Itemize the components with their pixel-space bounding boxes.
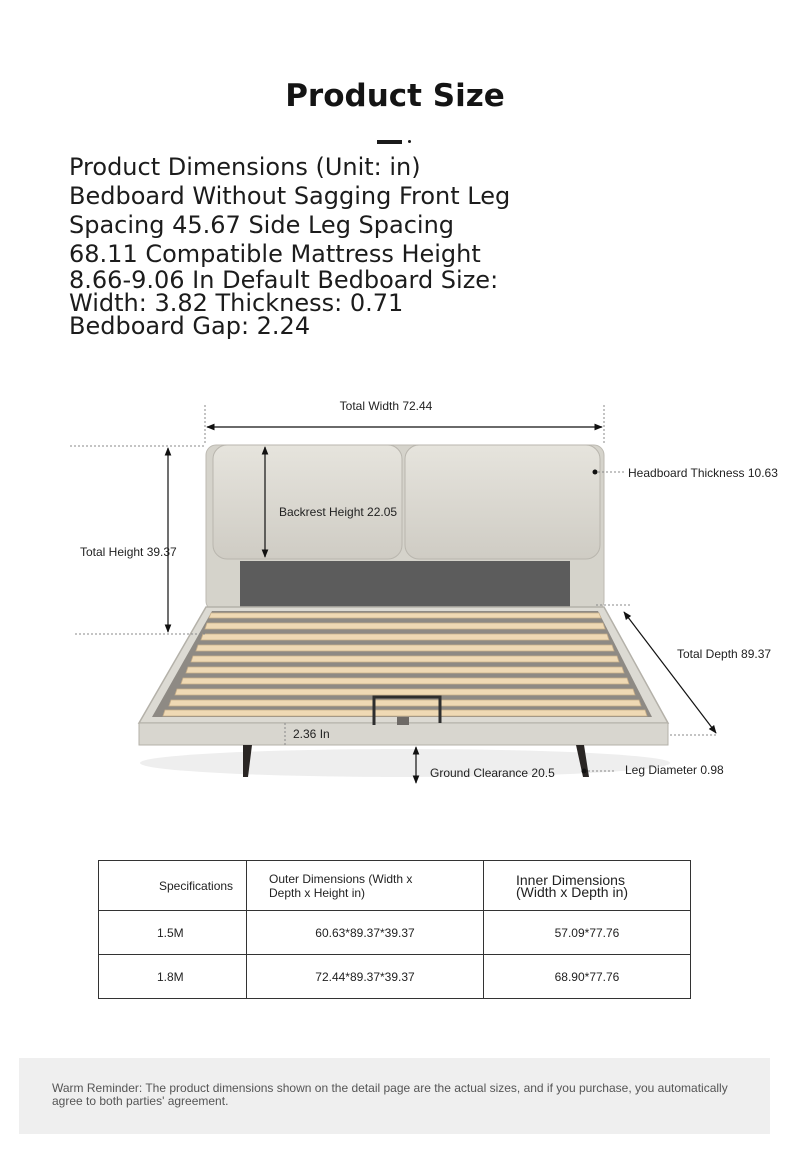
total-height-label: Total Height 39.37 (80, 545, 177, 559)
product-description (69, 153, 549, 338)
cushion-left (213, 445, 402, 559)
description-line: Spacing 45.67 Side Leg Spacing (69, 211, 455, 239)
frame-height-label: 2.36 In (293, 727, 330, 741)
warm-reminder (19, 1058, 770, 1134)
frame-front-rail (139, 723, 668, 745)
cell-spec: 1.8M (99, 955, 247, 999)
bed-dimension-diagram (0, 385, 790, 800)
cell-outer: 72.44*89.37*39.37 (247, 955, 484, 999)
header-outer-line: Outer Dimensions (Width x (269, 871, 413, 886)
header-inner-line: Inner Dimensions (516, 871, 625, 888)
description-line: Bedboard Gap: 2.24 (69, 312, 311, 340)
description-line: Bedboard Without Sagging Front Leg (69, 182, 511, 210)
cell-spec: 1.5M (99, 911, 247, 955)
cell-outer: 60.63*89.37*39.37 (247, 911, 484, 955)
ground-clearance-label: Ground Clearance 20.5 (430, 766, 555, 780)
description-line: Width: 3.82 Thickness: 0.71 (69, 289, 404, 317)
backrest-height-label: Backrest Height 22.05 (279, 505, 398, 519)
header-outer-dimensions (247, 861, 484, 911)
header-inner-line: (Width x Depth in) (516, 883, 629, 900)
description-line: Product Dimensions (Unit: in) (69, 153, 421, 181)
cushion-right (405, 445, 600, 559)
total-width-label: Total Width 72.44 (339, 399, 433, 413)
table-header-row (99, 861, 691, 911)
leg-diameter-label: Leg Diameter 0.98 (625, 763, 724, 777)
title-underline (377, 140, 402, 144)
headboard-panel (240, 561, 570, 609)
floor-shadow (140, 749, 670, 777)
header-specifications: Specifications (99, 861, 247, 911)
center-support (397, 717, 409, 725)
header-outer-line: Depth x Height in) (269, 885, 366, 900)
total-depth-label: Total Depth 89.37 (677, 647, 772, 661)
cell-inner: 57.09*77.76 (484, 911, 691, 955)
title-dot (408, 140, 411, 143)
spec-table (98, 860, 691, 999)
cell-inner: 68.90*77.76 (484, 955, 691, 999)
header-inner-dimensions (484, 861, 691, 911)
description-line: 68.11 Compatible Mattress Height (69, 240, 481, 268)
headboard-thickness-label: Headboard Thickness 10.63 (628, 466, 778, 480)
page-title: Product Size (285, 78, 505, 114)
warm-reminder-text: Warm Reminder: The product dimensions shown on the detail page are the actual sizes, and if you purchase, you automatically agree to both parties' agreement. (52, 1081, 728, 1108)
table-row (99, 911, 691, 955)
description-line: 8.66-9.06 In Default Bedboard Size: (69, 266, 499, 294)
table-row (99, 955, 691, 999)
